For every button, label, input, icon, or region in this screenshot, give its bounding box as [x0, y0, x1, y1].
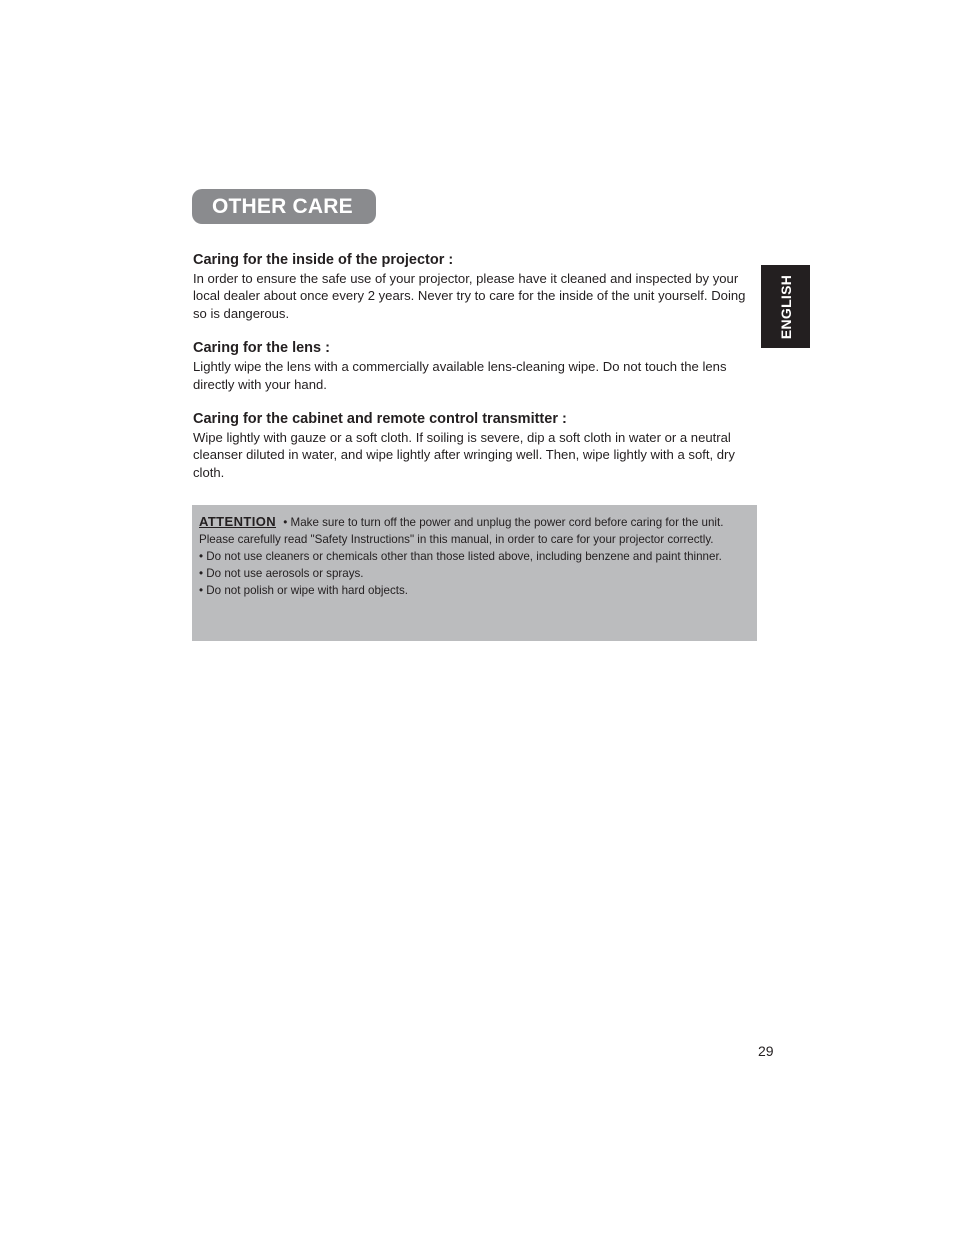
page-title: OTHER CARE [212, 194, 353, 218]
section-inside-projector [193, 251, 759, 322]
section-body: Lightly wipe the lens with a commercially available lens-cleaning wipe. Do not touch the lens directly with your hand. [193, 359, 727, 392]
attention-bullet: • Do not use aerosols or sprays. [199, 567, 364, 581]
attention-bullet: • Do not use cleaners or chemicals other than those listed above, including benzene and paint thinner. [199, 550, 722, 564]
attention-label: ATTENTION [199, 514, 277, 529]
section-lens [193, 339, 759, 393]
care-instructions [193, 251, 759, 498]
attention-lead-text: • Make sure to turn off the power and unplug the power cord before caring for the unit. Please carefully read "Safety Instructions" in this manual, in order to care for your projector correctly. [199, 516, 724, 547]
language-tab-label: ENGLISH [777, 274, 794, 339]
attention-lead-paragraph [199, 513, 750, 548]
page-number: 29 [758, 1043, 774, 1059]
section-body: Wipe lightly with gauze or a soft cloth. If soiling is severe, dip a soft cloth in water or a neutral cleanser diluted in water, and wipe lightly after wringing well. Then, wipe lightly with a soft, dry cloth. [193, 430, 735, 480]
section-title-banner [192, 189, 376, 224]
section-heading: Caring for the lens : [193, 340, 330, 357]
attention-bullet: • Do not polish or wipe with hard objects. [199, 584, 408, 598]
section-cabinet-remote [193, 410, 759, 481]
section-body: In order to ensure the safe use of your projector, please have it cleaned and inspected by your local dealer about once every 2 years. Never try to care for the inside of the unit yourself. Doing so is dangerous. [193, 271, 746, 321]
attention-box [192, 505, 757, 641]
section-heading: Caring for the cabinet and remote control transmitter : [193, 411, 567, 428]
section-heading: Caring for the inside of the projector : [193, 252, 454, 268]
language-tab [761, 265, 810, 348]
